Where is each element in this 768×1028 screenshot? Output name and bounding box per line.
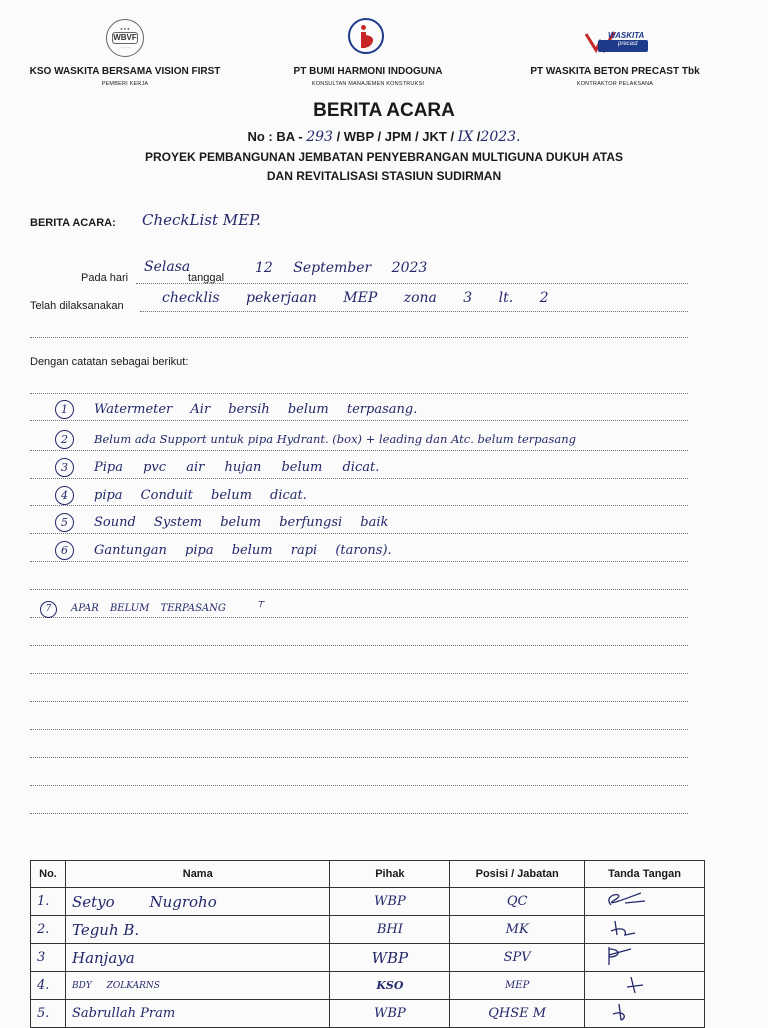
bhi-logo xyxy=(347,17,385,55)
ruled-line xyxy=(30,393,688,394)
note-item: 5 Sound System belum berfungsi baik xyxy=(55,513,388,532)
blank-line xyxy=(30,337,688,338)
project-line-1: PROYEK PEMBANGUNAN JEMBATAN PENYEBRANGAN MULTIGUNA DUKUH ATAS xyxy=(144,150,623,164)
ruled-line xyxy=(30,589,688,590)
wbvf-logo: ● ● ● WBVF — — — xyxy=(106,19,144,57)
col-header: Nama xyxy=(65,861,330,888)
note-item: 2 Belum ada Support untuk pipa Hydrant. (box) + leading dan Atc. belum terpasang xyxy=(55,430,576,449)
ruled-line xyxy=(30,533,688,534)
row-no: 3 xyxy=(31,944,66,972)
row-signature xyxy=(585,1000,705,1028)
ruled-line xyxy=(30,478,688,479)
number-month: IX xyxy=(457,129,474,145)
project-line-2: DAN REVITALISASI STASIUN SUDIRMAN xyxy=(266,169,502,183)
org-center-name: PT BUMI HARMONI INDOGUNA xyxy=(293,66,443,77)
row-signature xyxy=(585,916,705,944)
date-label: tanggal xyxy=(188,272,225,284)
day-line xyxy=(136,283,688,284)
note-item: 3 Pipa pvc air hujan belum dicat. xyxy=(55,458,379,477)
waskita-precast-logo xyxy=(584,28,650,54)
ruled-line xyxy=(30,729,688,730)
row-nama: Sabrullah Pram xyxy=(65,1000,330,1028)
org-center xyxy=(253,66,483,87)
table-row xyxy=(31,1000,705,1028)
done-line xyxy=(140,311,688,312)
ruled-line xyxy=(30,785,688,786)
ruled-line xyxy=(30,505,688,506)
row-pihak: WBP xyxy=(330,944,450,972)
number-prefix: No : BA - xyxy=(247,129,307,144)
row-pihak: KSO xyxy=(330,972,450,1000)
row-nama: Hanjaya xyxy=(65,944,330,972)
row-nama: Teguh B. xyxy=(65,916,330,944)
row-no: 5. xyxy=(31,1000,66,1028)
org-right xyxy=(500,66,730,87)
table-row xyxy=(31,944,705,972)
row-posisi: QC xyxy=(450,888,585,916)
org-right-role: KONTRAKTOR PELAKSANA xyxy=(576,81,654,87)
ruled-line xyxy=(30,450,688,451)
ba-label: BERITA ACARA: xyxy=(30,217,116,229)
ruled-line xyxy=(30,673,688,674)
row-signature xyxy=(585,972,705,1000)
day-label: Pada hari xyxy=(81,272,129,284)
table-header-row xyxy=(31,861,705,888)
col-header: Pihak xyxy=(330,861,450,888)
row-posisi: SPV xyxy=(450,944,585,972)
row-posisi: MK xyxy=(450,916,585,944)
org-center-role: KONSULTAN MANAJEMEN KONSTRUKSI xyxy=(311,81,425,87)
table-row xyxy=(31,972,705,1000)
waskita-logo-text: WASKITA xyxy=(608,31,645,40)
wbvf-logo-text: WBVF xyxy=(113,33,137,42)
done-value: checklis pekerjaan MEP zona 3 lt. 2 xyxy=(162,290,549,306)
day-value: Selasa xyxy=(144,259,191,275)
document-number xyxy=(0,129,768,145)
note-item: 1 Watermeter Air bersih belum terpasang. xyxy=(55,400,417,419)
ruled-line xyxy=(30,757,688,758)
table-row xyxy=(31,888,705,916)
done-label: Telah dilaksanakan xyxy=(30,300,124,312)
col-header: Posisi / Jabatan xyxy=(450,861,585,888)
note-item: 4 pipa Conduit belum dicat. xyxy=(55,486,307,505)
ruled-line xyxy=(30,813,688,814)
row-pihak: BHI xyxy=(330,916,450,944)
number-year: 2023. xyxy=(480,129,521,145)
number-value: 293 xyxy=(306,129,333,145)
col-header: Tanda Tangan xyxy=(585,861,705,888)
precast-logo-text: precast xyxy=(618,41,638,47)
signature-table xyxy=(30,860,705,1028)
number-middle: / WBP / JPM / JKT / xyxy=(332,129,458,144)
table-row xyxy=(31,916,705,944)
row-no: 4. xyxy=(31,972,66,1000)
row-posisi: QHSE M xyxy=(450,1000,585,1028)
note-item: 6 Gantungan pipa belum rapi (tarons). xyxy=(55,541,392,560)
ba-value: CheckList MEP. xyxy=(142,211,261,229)
row-signature xyxy=(585,888,705,916)
col-header: No. xyxy=(31,861,66,888)
ruled-line xyxy=(30,420,688,421)
document-title: BERITA ACARA xyxy=(313,100,455,121)
row-pihak: WBP xyxy=(330,1000,450,1028)
note-item: 7 APAR BELUM TERPASANG ⸆ xyxy=(40,597,263,618)
number-sep: / xyxy=(473,129,481,144)
org-right-name: PT WASKITA BETON PRECAST Tbk xyxy=(530,66,700,77)
date-value: 12 September 2023 xyxy=(255,260,428,276)
ruled-line xyxy=(30,701,688,702)
org-left-name: KSO WASKITA BERSAMA VISION FIRST xyxy=(29,66,221,77)
row-no: 2. xyxy=(31,916,66,944)
ruled-line xyxy=(30,645,688,646)
row-no: 1. xyxy=(31,888,66,916)
row-pihak: WBP xyxy=(330,888,450,916)
notes-label: Dengan catatan sebagai berikut: xyxy=(30,356,189,368)
ruled-line xyxy=(30,561,688,562)
row-nama: BDY ZOLKARNS xyxy=(65,972,330,1000)
row-nama: Setyo Nugroho xyxy=(65,888,330,916)
org-left xyxy=(10,66,240,87)
row-posisi: MEP xyxy=(450,972,585,1000)
row-signature xyxy=(585,944,705,972)
org-left-role: PEMBERI KERJA xyxy=(101,81,149,87)
